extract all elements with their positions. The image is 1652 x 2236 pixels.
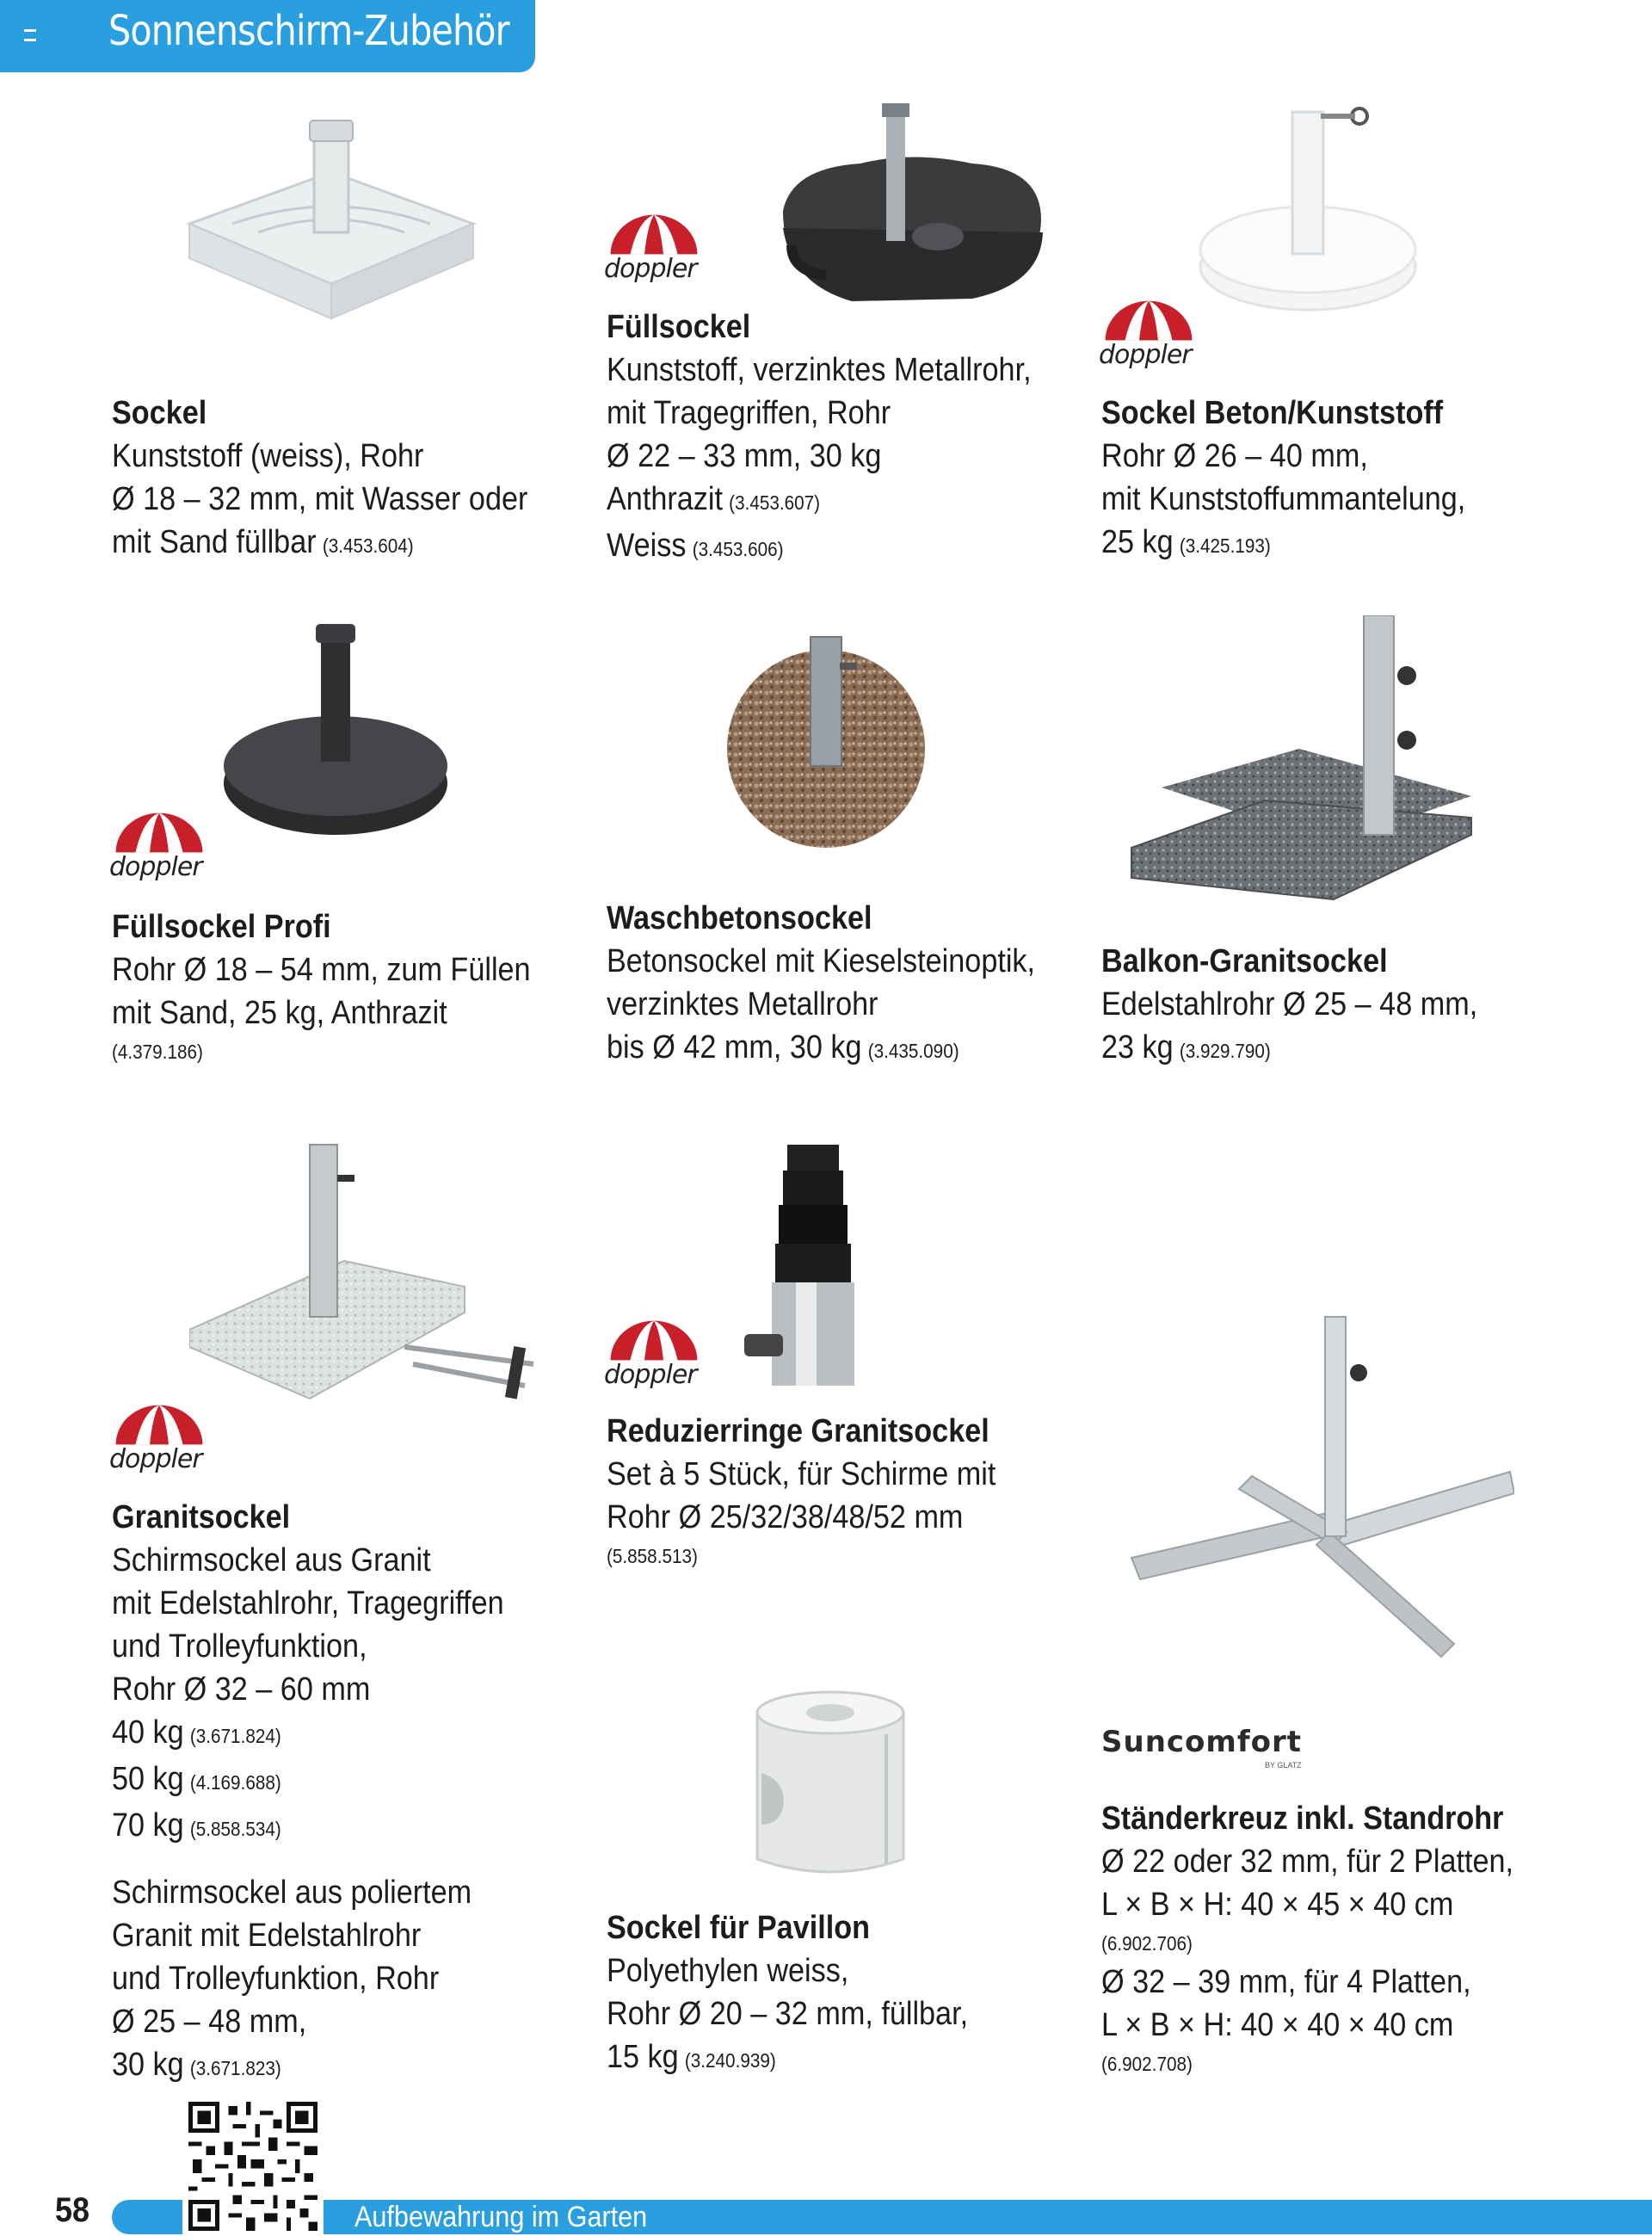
variant-label: 70 kg — [112, 1807, 184, 1844]
product-desc-line: Kunststoff (weiss), Rohr — [112, 438, 424, 474]
product-desc-line: mit Sand füllbar — [112, 524, 317, 560]
article-code: (3.425.193) — [1179, 534, 1271, 557]
brand-name: doppler — [109, 1444, 202, 1474]
article-code: (5.858.534) — [189, 1818, 281, 1840]
staenderkreuz-image — [1123, 1313, 1514, 1665]
product-desc-line: L × B × H: 40 × 45 × 40 cm — [1101, 1887, 1454, 1923]
doppler-umbrella-icon — [607, 211, 701, 258]
product-desc-line: Schirmsockel aus Granit — [112, 1542, 431, 1578]
article-code: (3.453.607) — [729, 491, 821, 514]
article-code: (3.453.604) — [322, 534, 414, 557]
product-title: Balkon-Granitsockel — [1101, 943, 1388, 979]
doppler-umbrella-icon — [1101, 297, 1196, 344]
product-desc-line: 15 kg — [607, 2039, 679, 2075]
doppler-logo — [108, 1401, 211, 1474]
product-title: Granitsockel — [112, 1499, 291, 1535]
balkon-granitsockel-image — [1127, 615, 1480, 908]
product-fuellsockel — [607, 306, 1088, 571]
product-desc-line: 23 kg — [1101, 1029, 1174, 1065]
variant-label: 40 kg — [112, 1714, 184, 1751]
article-code: (3.435.090) — [867, 1040, 959, 1062]
product-desc-line: Rohr Ø 25/32/38/48/52 mm — [607, 1499, 964, 1535]
page-title: Sonnenschirm-Zubehör — [108, 7, 509, 55]
granitsockel-image — [189, 1140, 542, 1407]
fuellsockel-profi-image — [219, 620, 452, 843]
product-beton-kunststoff — [1101, 392, 1583, 567]
fuellsockel-image — [766, 99, 1058, 323]
product-desc-line: Polyethylen weiss, — [607, 1953, 849, 1989]
article-code: (6.902.708) — [1101, 2053, 1193, 2075]
product-title: Sockel Beton/Kunststoff — [1101, 395, 1444, 431]
product-waschbeton — [607, 897, 1088, 1072]
article-code: (3.671.824) — [189, 1725, 281, 1747]
doppler-umbrella-icon — [112, 809, 206, 856]
doppler-logo — [1097, 297, 1200, 370]
product-reduzierringe — [607, 1410, 1088, 1573]
product-desc-line: Rohr Ø 20 – 32 mm, füllbar, — [607, 1996, 969, 2032]
product-desc-line: Ø 22 oder 32 mm, für 2 Platten, — [1101, 1844, 1514, 1880]
sockel-image — [181, 112, 482, 336]
footer-section: Aufbewahrung im Garten — [354, 2201, 648, 2233]
footer-bar — [112, 2200, 1652, 2234]
product-title: Reduzierringe Granitsockel — [607, 1413, 989, 1449]
article-code: (3.453.606) — [692, 538, 784, 560]
waschbeton-image — [723, 628, 929, 861]
product-desc-line: Ø 22 – 33 mm, 30 kg — [607, 438, 882, 474]
product-title: Sockel für Pavillon — [607, 1910, 870, 1946]
product-staenderkreuz — [1101, 1797, 1583, 2081]
product-desc-line: 25 kg — [1101, 524, 1174, 560]
product-desc-line: Edelstahlrohr Ø 25 – 48 mm, — [1101, 986, 1478, 1022]
product-desc-line: Rohr Ø 32 – 60 mm — [112, 1671, 371, 1708]
article-code: (4.169.688) — [189, 1771, 281, 1794]
product-desc-line: Set à 5 Stück, für Schirme mit — [607, 1456, 996, 1492]
product-fuellsockel-profi — [112, 905, 594, 1069]
product-title: Waschbetonsockel — [607, 900, 872, 936]
qr-code-icon — [188, 2102, 318, 2231]
product-desc-line: Kunststoff, verzinktes Metallrohr, — [607, 352, 1032, 388]
doppler-umbrella-icon — [112, 1401, 206, 1448]
suncomfort-logo — [1101, 1725, 1303, 1770]
article-code: (3.240.939) — [684, 2049, 776, 2072]
product-desc-line: Granit mit Edelstahlrohr — [112, 1918, 422, 1954]
product-desc-line: Schirmsockel aus poliertem — [112, 1875, 472, 1911]
reduzierringe-image — [744, 1145, 882, 1386]
header-tab — [0, 0, 535, 72]
brand-name: doppler — [1099, 340, 1192, 370]
doppler-umbrella-icon — [607, 1317, 701, 1364]
article-code: (3.929.790) — [1179, 1040, 1271, 1062]
product-desc-line: mit Kunststoffummantelung, — [1101, 481, 1466, 517]
product-desc-line: mit Sand, 25 kg, Anthrazit — [112, 995, 447, 1031]
menu-mark-icon — [24, 29, 36, 41]
product-desc-line: Ø 25 – 48 mm, — [112, 2004, 307, 2040]
variant-label: Anthrazit — [607, 481, 723, 517]
brand-name: Suncomfort — [1101, 1725, 1303, 1759]
product-title: Füllsockel — [607, 309, 751, 345]
product-desc-line: Ø 18 – 32 mm, mit Wasser oder — [112, 481, 528, 517]
pavillon-image — [749, 1687, 912, 1885]
doppler-logo — [602, 211, 706, 284]
product-desc-line: Ø 32 – 39 mm, für 4 Platten, — [1101, 1964, 1471, 2000]
article-code: (4.379.186) — [112, 1041, 203, 1063]
product-desc-line: bis Ø 42 mm, 30 kg — [607, 1029, 862, 1065]
article-code: (3.671.823) — [189, 2057, 281, 2079]
product-granitsockel — [112, 1496, 594, 2090]
brand-name: doppler — [604, 254, 697, 284]
doppler-logo — [602, 1317, 706, 1390]
article-code: (6.902.706) — [1101, 1932, 1193, 1955]
brand-name: doppler — [604, 1360, 697, 1390]
variant-label: 50 kg — [112, 1761, 184, 1797]
product-desc-line: Betonsockel mit Kieselsteinoptik, — [607, 943, 1036, 979]
product-title: Sockel — [112, 395, 207, 431]
product-pavillon — [607, 1906, 1088, 2082]
product-desc-line: verzinktes Metallrohr — [607, 986, 878, 1022]
product-desc-line: und Trolleyfunktion, — [112, 1628, 367, 1665]
product-desc-line: mit Edelstahlrohr, Tragegriffen — [112, 1585, 504, 1621]
product-desc-line: Rohr Ø 18 – 54 mm, zum Füllen — [112, 952, 531, 988]
doppler-logo — [108, 809, 211, 882]
product-balkon — [1101, 940, 1583, 1072]
product-title: Ständerkreuz inkl. Standrohr — [1101, 1801, 1504, 1837]
product-title: Füllsockel Profi — [112, 909, 331, 945]
variant-label: Weiss — [607, 528, 687, 564]
qr-code[interactable] — [182, 2097, 324, 2236]
product-desc-line: Rohr Ø 26 – 40 mm, — [1101, 438, 1368, 474]
page-number: 58 — [55, 2191, 90, 2229]
variant-label: 30 kg — [112, 2047, 184, 2083]
product-desc-line: und Trolleyfunktion, Rohr — [112, 1961, 440, 1997]
brand-name: doppler — [109, 852, 202, 882]
brand-subline: BY GLATZ — [1265, 1761, 1302, 1770]
product-desc-line: mit Tragegriffen, Rohr — [607, 395, 891, 431]
product-desc-line: L × B × H: 40 × 40 × 40 cm — [1101, 2007, 1454, 2043]
beton-kunststoff-image — [1196, 95, 1420, 327]
article-code: (5.858.513) — [607, 1545, 698, 1567]
product-sockel — [112, 392, 594, 567]
